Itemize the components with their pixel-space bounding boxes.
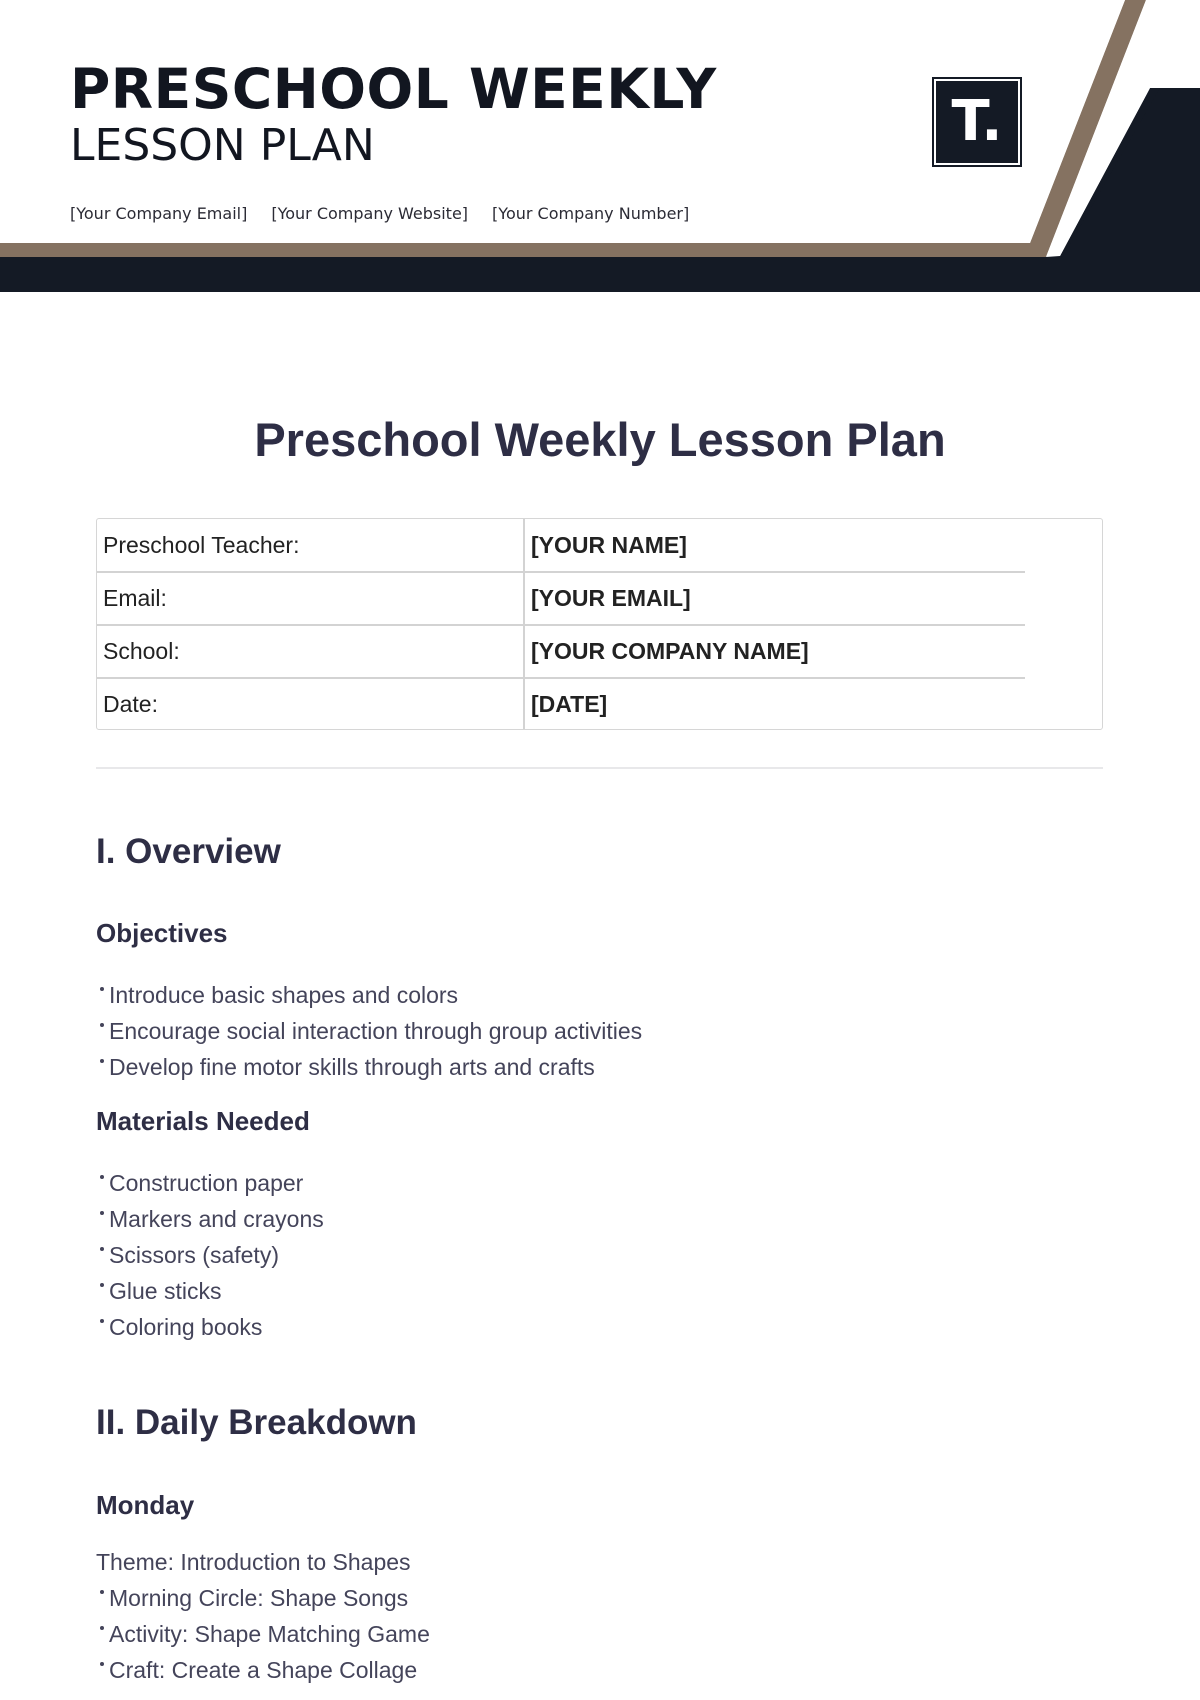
- bullet-icon: [100, 1023, 104, 1027]
- list-item: Glue sticks: [100, 1273, 324, 1309]
- bullet-icon: [100, 1662, 104, 1666]
- table-row: [97, 519, 1102, 571]
- brand-title: PRESCHOOL WEEKLY: [70, 57, 717, 121]
- bullet-icon: [100, 1626, 104, 1630]
- list-item: Encourage social interaction through group activities: [100, 1013, 642, 1049]
- list-item: Morning Circle: Shape Songs: [100, 1580, 430, 1616]
- monday-theme: Theme: Introduction to Shapes: [96, 1549, 411, 1575]
- company-website: [Your Company Website]: [271, 204, 469, 223]
- daily-breakdown-heading: II. Daily Breakdown: [96, 1403, 417, 1442]
- info-table: [96, 518, 1103, 730]
- materials-list: [100, 1165, 324, 1345]
- bullet-icon: [100, 1319, 104, 1323]
- teacher-label: Preschool Teacher:: [103, 531, 300, 558]
- section-divider: [96, 767, 1103, 769]
- document-title: Preschool Weekly Lesson Plan: [254, 413, 946, 466]
- email-label: Email:: [103, 584, 167, 611]
- company-logo: T.: [934, 79, 1020, 165]
- list-item: Construction paper: [100, 1165, 324, 1201]
- monday-list: [100, 1580, 430, 1688]
- bullet-icon: [100, 1175, 104, 1179]
- list-item: Develop fine motor skills through arts and crafts: [100, 1049, 642, 1085]
- list-item: Markers and crayons: [100, 1201, 324, 1237]
- materials-heading: Materials Needed: [96, 1106, 310, 1136]
- objectives-heading: Objectives: [96, 918, 228, 948]
- list-item: Introduce basic shapes and colors: [100, 977, 642, 1013]
- bullet-icon: [100, 1590, 104, 1594]
- bullet-icon: [100, 987, 104, 991]
- table-row: [97, 625, 1102, 677]
- list-item: Craft: Create a Shape Collage: [100, 1652, 430, 1688]
- date-label: Date:: [103, 690, 158, 717]
- bullet-icon: [100, 1211, 104, 1215]
- company-number: [Your Company Number]: [492, 204, 690, 223]
- overview-heading: I. Overview: [96, 832, 281, 871]
- bullet-icon: [100, 1283, 104, 1287]
- list-item: Activity: Shape Matching Game: [100, 1616, 430, 1652]
- brand-subtitle: LESSON PLAN: [70, 120, 375, 171]
- objectives-list: [100, 977, 642, 1085]
- bullet-icon: [100, 1247, 104, 1251]
- list-item: Coloring books: [100, 1309, 324, 1345]
- page-header: [0, 0, 1200, 292]
- school-value: [YOUR COMPANY NAME]: [531, 637, 809, 664]
- bullet-icon: [100, 1059, 104, 1063]
- school-label: School:: [103, 637, 180, 664]
- date-value: [DATE]: [531, 690, 608, 717]
- table-row: [97, 678, 1102, 730]
- company-email: [Your Company Email]: [70, 204, 248, 223]
- contact-line: [70, 204, 689, 223]
- monday-heading: Monday: [96, 1490, 195, 1520]
- table-row: [97, 572, 1102, 624]
- teacher-value: [YOUR NAME]: [531, 531, 687, 558]
- email-value: [YOUR EMAIL]: [531, 584, 691, 611]
- list-item: Scissors (safety): [100, 1237, 324, 1273]
